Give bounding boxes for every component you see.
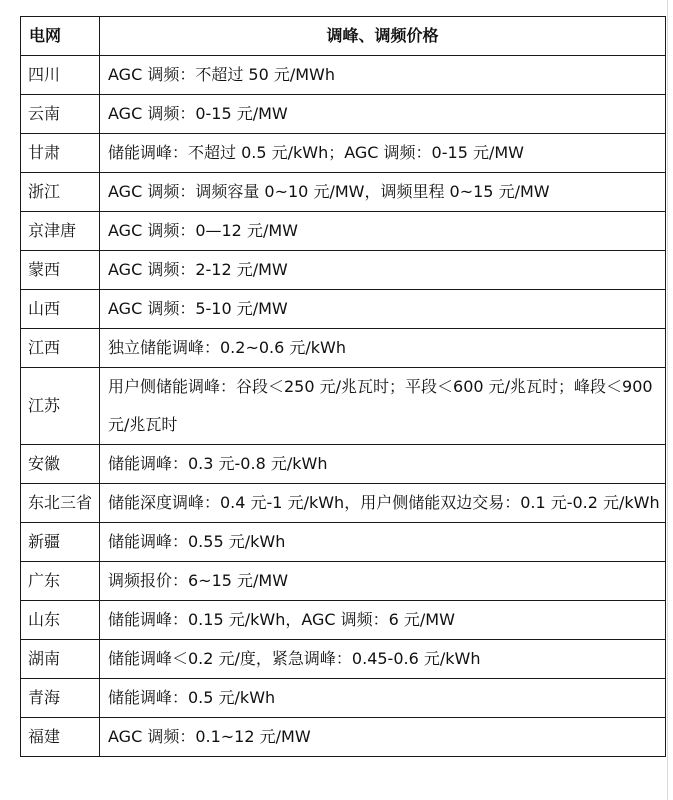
price-cell: AGC 调频：5-10 元/MW [100,290,666,329]
price-cell: 独立储能调峰：0.2~0.6 元/kWh [100,329,666,368]
price-cell: 储能调峰：0.55 元/kWh [100,523,666,562]
price-cell: 储能调峰：0.5 元/kWh [100,679,666,718]
table-row [21,212,666,251]
table-row [21,56,666,95]
header-grid: 电网 [21,17,100,56]
price-cell: AGC 调频：调频容量 0~10 元/MW，调频里程 0~15 元/MW [100,173,666,212]
price-cell: AGC 调频：0-15 元/MW [100,95,666,134]
grid-cell: 福建 [21,718,100,757]
table-row [21,484,666,523]
price-cell: 储能调峰：0.3 元-0.8 元/kWh [100,445,666,484]
price-cell: 用户侧储能调峰：谷段＜250 元/兆瓦时；平段＜600 元/兆瓦时；峰段＜900 元/兆瓦时 [100,368,666,445]
table-row [21,640,666,679]
grid-cell: 四川 [21,56,100,95]
page-edge-line [667,0,668,800]
table-row [21,173,666,212]
price-cell: 储能深度调峰：0.4 元-1 元/kWh，用户侧储能双边交易：0.1 元-0.2 元/kWh [100,484,666,523]
price-cell: AGC 调频：0.1~12 元/MW [100,718,666,757]
table-header-row [21,17,666,56]
grid-cell: 湖南 [21,640,100,679]
price-cell: 储能调峰：不超过 0.5 元/kWh；AGC 调频：0-15 元/MW [100,134,666,173]
price-cell: AGC 调频：0—12 元/MW [100,212,666,251]
grid-cell: 浙江 [21,173,100,212]
grid-cell: 江苏 [21,368,100,445]
price-cell: AGC 调频：2-12 元/MW [100,251,666,290]
table-row [21,251,666,290]
table-row [21,368,666,445]
price-cell: AGC 调频：不超过 50 元/MWh [100,56,666,95]
price-cell: 储能调峰＜0.2 元/度，紧急调峰：0.45-0.6 元/kWh [100,640,666,679]
grid-cell: 蒙西 [21,251,100,290]
table-row [21,445,666,484]
grid-cell: 江西 [21,329,100,368]
price-cell: 储能调峰：0.15 元/kWh，AGC 调频：6 元/MW [100,601,666,640]
price-cell: 调频报价：6~15 元/MW [100,562,666,601]
table-row [21,718,666,757]
table-row [21,679,666,718]
grid-cell: 新疆 [21,523,100,562]
table-row [21,523,666,562]
table-row [21,95,666,134]
table-row [21,601,666,640]
grid-cell: 山东 [21,601,100,640]
grid-price-table [20,16,666,757]
grid-cell: 云南 [21,95,100,134]
header-price: 调峰、调频价格 [100,17,666,56]
table-row [21,329,666,368]
grid-cell: 青海 [21,679,100,718]
grid-cell: 东北三省 [21,484,100,523]
table-row [21,562,666,601]
grid-cell: 广东 [21,562,100,601]
grid-cell: 山西 [21,290,100,329]
grid-cell: 甘肃 [21,134,100,173]
grid-cell: 京津唐 [21,212,100,251]
grid-cell: 安徽 [21,445,100,484]
table-row [21,290,666,329]
table-row [21,134,666,173]
